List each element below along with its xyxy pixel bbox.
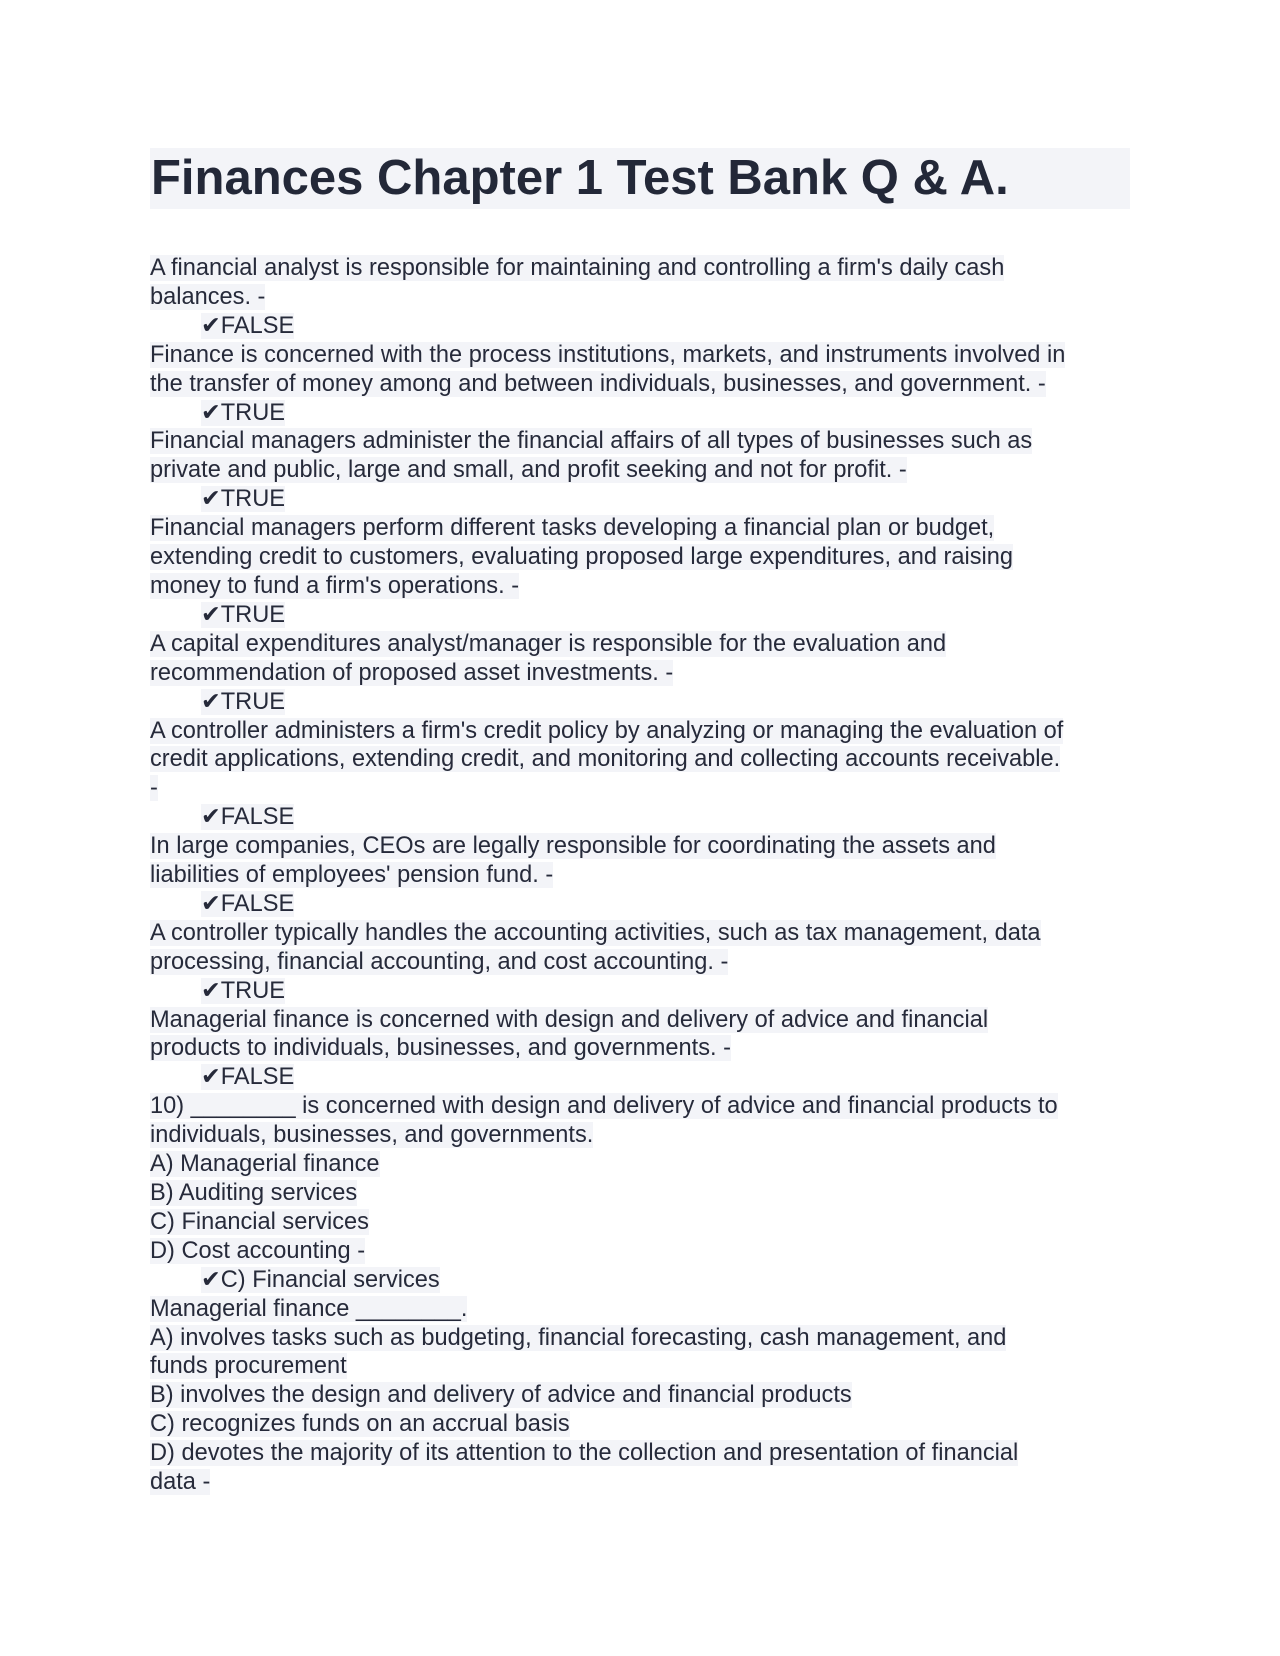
question-line (150, 717, 1130, 746)
answer-text: ✔TRUE (201, 399, 285, 426)
answer-line (150, 399, 1130, 428)
question-text-line: individuals, businesses, and governments. (150, 1122, 594, 1149)
question-text-line: A controller administers a firm's credit policy by analyzing or managing the evaluation of (150, 717, 1064, 744)
answer-line (150, 312, 1130, 341)
question-text-line: C) recognizes funds on an accrual basis (150, 1411, 570, 1438)
question-line (150, 572, 1130, 601)
question-line (150, 1352, 1130, 1381)
question-line (150, 1092, 1130, 1121)
answer-text: ✔TRUE (201, 486, 285, 513)
answer-text: ✔FALSE (201, 312, 295, 339)
question-text-line: A controller typically handles the accounting activities, such as tax management, data (150, 919, 1041, 946)
answer-text: ✔TRUE (201, 688, 285, 715)
question-line (150, 1468, 1130, 1497)
answer-text: ✔TRUE (201, 977, 285, 1004)
answer-line (150, 688, 1130, 717)
question-text-line: processing, financial accounting, and cost accounting. - (150, 948, 729, 975)
question-line (150, 1324, 1130, 1353)
qa-item (150, 832, 1130, 919)
question-line (150, 774, 1130, 803)
question-line (150, 370, 1130, 399)
question-line (150, 514, 1130, 543)
question-text-line: private and public, large and small, and profit seeking and not for profit. - (150, 457, 907, 484)
question-text-line: Managerial finance ________. (150, 1295, 468, 1322)
question-line (150, 427, 1130, 456)
question-text-line: balances. - (150, 283, 266, 310)
question-text-line: Managerial finance is concerned with design and delivery of advice and financial (150, 1006, 989, 1033)
question-text-line: - (150, 775, 158, 802)
question-line (150, 1410, 1130, 1439)
question-line (150, 1237, 1130, 1266)
answer-line (150, 890, 1130, 919)
qa-list (150, 254, 1130, 1497)
question-text-line: In large companies, CEOs are legally responsible for coordinating the assets and (150, 833, 996, 860)
question-line (150, 1150, 1130, 1179)
answer-line (150, 601, 1130, 630)
answer-text: ✔FALSE (201, 804, 295, 831)
question-text-line: Financial managers administer the financial affairs of all types of businesses such as (150, 428, 1033, 455)
question-line (150, 832, 1130, 861)
answer-line (150, 485, 1130, 514)
question-text-line: D) Cost accounting - (150, 1237, 366, 1264)
page-title: Finances Chapter 1 Test Bank Q & A. (150, 148, 1130, 209)
question-line (150, 861, 1130, 890)
qa-item (150, 254, 1130, 341)
answer-text: ✔FALSE (201, 1064, 295, 1091)
question-text-line: Finance is concerned with the process institutions, markets, and instruments involved in (150, 341, 1066, 368)
question-text-line: B) Auditing services (150, 1180, 358, 1206)
qa-item (150, 1092, 1130, 1294)
qa-item (150, 630, 1130, 717)
qa-item (150, 919, 1130, 1006)
document-page (150, 148, 1130, 1497)
question-text-line: A financial analyst is responsible for maintaining and controlling a firm's daily cash (150, 255, 1005, 281)
qa-item (150, 341, 1130, 428)
question-text-line: funds procurement (150, 1353, 347, 1380)
question-line (150, 1381, 1130, 1410)
question-text-line: the transfer of money among and between individuals, businesses, and government. - (150, 370, 1046, 397)
qa-item (150, 1295, 1130, 1497)
question-text-line: products to individuals, businesses, and governments. - (150, 1035, 731, 1062)
question-line (150, 745, 1130, 774)
answer-text: ✔TRUE (201, 601, 285, 628)
question-line (150, 1439, 1130, 1468)
question-text-line: credit applications, extending credit, and monitoring and collecting accounts receivable. (150, 746, 1061, 773)
question-line (150, 659, 1130, 688)
question-line (150, 543, 1130, 572)
question-line (150, 1034, 1130, 1063)
question-text-line: data - (150, 1469, 211, 1496)
question-line (150, 254, 1130, 283)
question-line (150, 1179, 1130, 1208)
question-text-line: C) Financial services (150, 1208, 369, 1235)
question-line (150, 1208, 1130, 1237)
answer-text: ✔C) Financial services (201, 1266, 440, 1293)
question-line (150, 919, 1130, 948)
question-line (150, 283, 1130, 312)
question-line (150, 341, 1130, 370)
qa-item (150, 427, 1130, 514)
question-text-line: A capital expenditures analyst/manager is responsible for the evaluation and (150, 630, 947, 657)
qa-item (150, 1006, 1130, 1093)
answer-line (150, 977, 1130, 1006)
question-line (150, 1295, 1130, 1324)
question-text-line: A) Managerial finance (150, 1151, 380, 1178)
question-line (150, 630, 1130, 659)
answer-text: ✔FALSE (201, 890, 295, 917)
question-text-line: recommendation of proposed asset investments. - (150, 659, 674, 686)
question-line (150, 1006, 1130, 1035)
question-text-line: Financial managers perform different tasks developing a financial plan or budget, (150, 515, 995, 542)
answer-line (150, 1266, 1130, 1295)
question-line (150, 948, 1130, 977)
answer-line (150, 1063, 1130, 1092)
question-text-line: A) involves tasks such as budgeting, financial forecasting, cash management, and (150, 1324, 1007, 1351)
question-text-line: B) involves the design and delivery of advice and financial products (150, 1382, 852, 1409)
question-text-line: money to fund a firm's operations. - (150, 572, 520, 599)
question-line (150, 456, 1130, 485)
question-text-line: 10) ________ is concerned with design and delivery of advice and financial products to (150, 1093, 1058, 1120)
question-text-line: liabilities of employees' pension fund. - (150, 862, 554, 889)
qa-item (150, 514, 1130, 630)
question-text-line: extending credit to customers, evaluating proposed large expenditures, and raising (150, 544, 1014, 571)
qa-item (150, 717, 1130, 833)
question-line (150, 1121, 1130, 1150)
answer-line (150, 803, 1130, 832)
question-text-line: D) devotes the majority of its attention to the collection and presentation of financial (150, 1440, 1019, 1467)
